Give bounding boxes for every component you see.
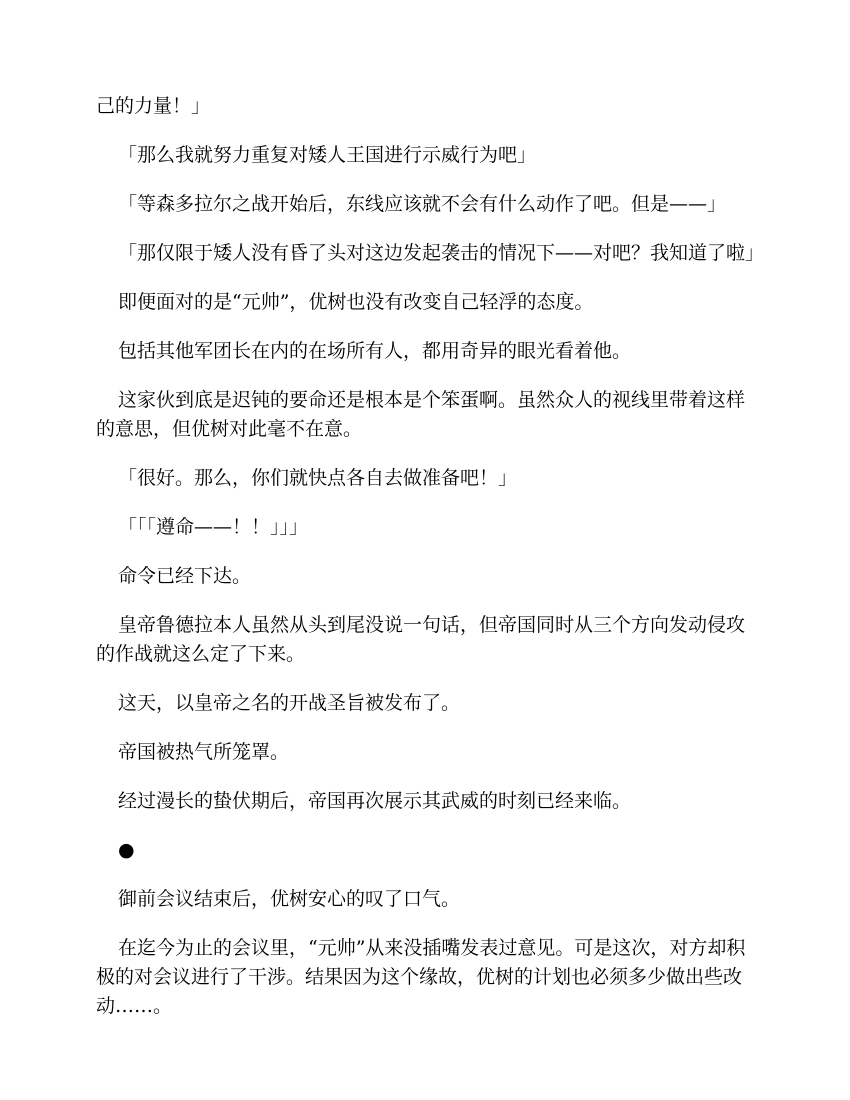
paragraph: 包括其他军团长在内的在场所有人，都用奇异的眼光看着他。	[118, 340, 632, 362]
paragraph: 经过漫长的蛰伏期后，帝国再次展示其武威的时刻已经来临。	[118, 790, 632, 812]
paragraph: 御前会议结束后，优树安心的叹了口气。	[118, 888, 461, 910]
paragraph: 帝国被热气所笼罩。	[118, 741, 290, 763]
paragraph: 「很好。那么，你们就快点各自去做准备吧！」	[118, 467, 518, 489]
paragraph: 命令已经下达。	[118, 565, 252, 587]
paragraph: 「那仅限于矮人没有昏了头对这边发起袭击的情况下——对吧？我知道了啦」	[118, 242, 765, 264]
paragraph: 己的力量！」	[96, 95, 211, 117]
body-text	[96, 92, 765, 1041]
paragraph: 「「「遵命——！！」」」	[118, 516, 309, 538]
paragraph: 「等森多拉尔之战开始后，东线应该就不会有什么动作了吧。但是——」	[118, 193, 727, 215]
paragraph: 这家伙到底是迟钝的要命还是根本是个笨蛋啊。虽然众人的视线里带着这样的意思，但优树对此毫不在意。	[96, 389, 746, 440]
paragraph: 即便面对的是“元帅”，优树也没有改变自己轻浮的态度。	[118, 291, 594, 313]
paragraph: 在迄今为止的会议里，“元帅”从来没插嘴发表过意见。可是这次，对方却积极的对会议进行了干涉。结果因为这个缘故，优树的计划也必须多少做出些改动……。	[96, 937, 746, 1017]
paragraph: 「那么我就努力重复对矮人王国进行示威行为吧」	[118, 144, 537, 166]
section-separator: ●	[118, 839, 135, 861]
paragraph: 这天，以皇帝之名的开战圣旨被发布了。	[118, 692, 461, 714]
paragraph: 皇帝鲁德拉本人虽然从头到尾没说一句话，但帝国同时从三个方向发动侵攻的作战就这么定了下来。	[96, 614, 746, 665]
